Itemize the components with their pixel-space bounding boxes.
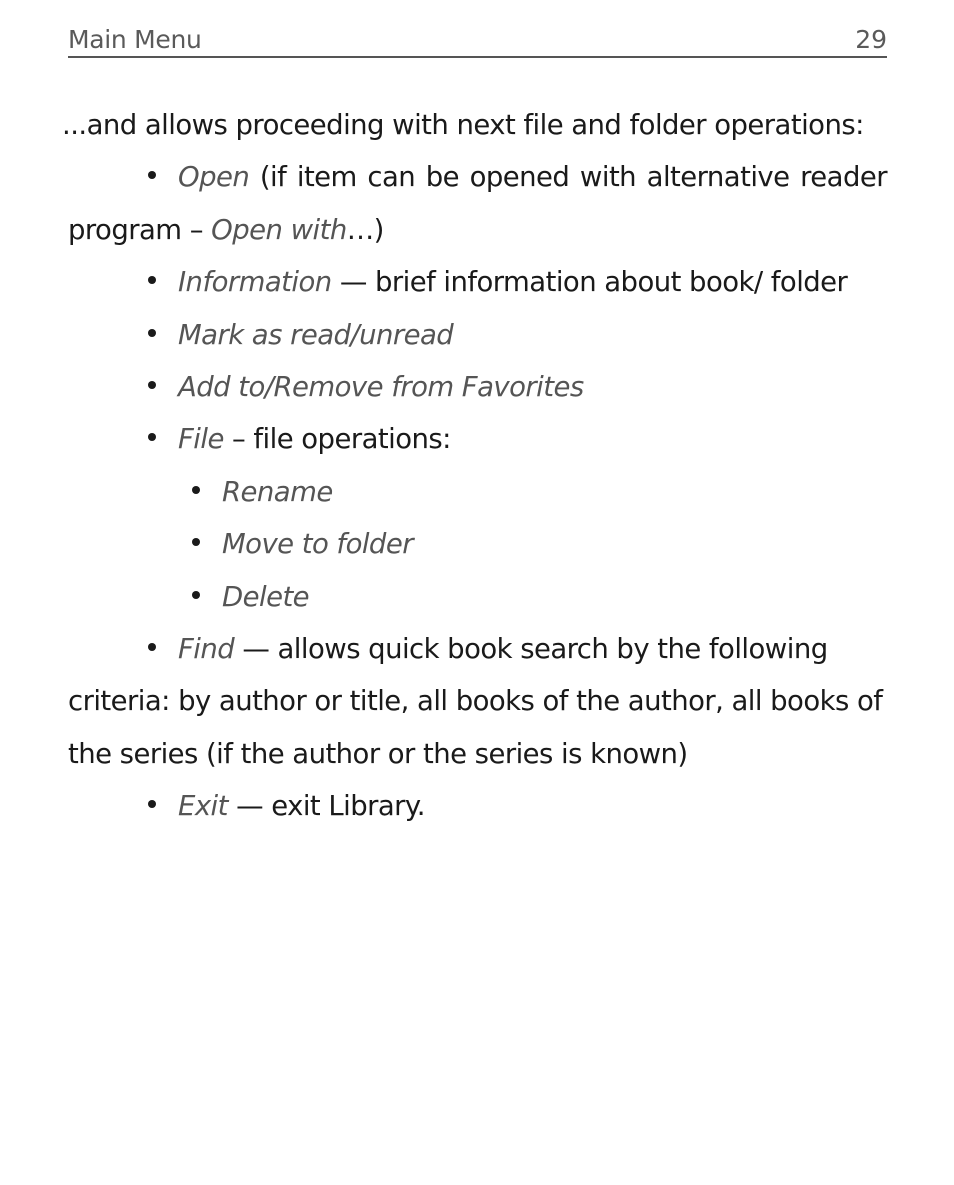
bullet-icon bbox=[148, 433, 156, 441]
file-description: – file operations: bbox=[223, 423, 451, 456]
page-content bbox=[62, 99, 887, 833]
exit-description: — exit Library. bbox=[227, 790, 425, 823]
bullet-icon bbox=[148, 329, 156, 337]
page-header bbox=[68, 24, 887, 58]
information-description: — brief information about book/ folder bbox=[331, 266, 848, 299]
page-number: 29 bbox=[855, 25, 887, 54]
open-description: (if item can be opened with alternative reader program – bbox=[68, 161, 887, 246]
term-information: Information bbox=[178, 266, 332, 299]
list-item-favorites bbox=[68, 361, 887, 413]
open-description-end: …) bbox=[346, 213, 384, 246]
find-description: — allows quick book search by the following criteria: by author or title, all books of the author, all books of the series (if the author or the series is known) bbox=[68, 633, 883, 770]
term-rename: Rename bbox=[222, 475, 333, 508]
term-move: Move to folder bbox=[222, 528, 413, 561]
term-file: File bbox=[178, 423, 224, 456]
sub-item-move bbox=[68, 518, 887, 570]
bullet-icon bbox=[148, 276, 156, 284]
term-mark: Mark as read/unread bbox=[178, 318, 454, 351]
list-item-mark bbox=[68, 309, 887, 361]
list-item-information bbox=[68, 256, 887, 308]
bullet-icon bbox=[192, 538, 200, 546]
term-exit: Exit bbox=[178, 790, 228, 823]
bullet-icon bbox=[148, 643, 156, 651]
bullet-icon bbox=[192, 486, 200, 494]
list-item-find bbox=[68, 623, 887, 780]
list-item-file bbox=[68, 413, 887, 465]
term-open-with: Open with bbox=[211, 213, 347, 246]
list-item-exit bbox=[68, 780, 887, 832]
term-find: Find bbox=[178, 633, 235, 666]
bullet-icon bbox=[148, 800, 156, 808]
bullet-icon bbox=[148, 381, 156, 389]
term-favorites: Add to/Remove from Favorites bbox=[178, 371, 584, 404]
bullet-icon bbox=[192, 591, 200, 599]
bullet-icon bbox=[148, 171, 156, 179]
sub-item-rename bbox=[68, 466, 887, 518]
section-title: Main Menu bbox=[68, 25, 202, 54]
term-open: Open bbox=[178, 161, 250, 194]
term-delete: Delete bbox=[222, 580, 310, 613]
list-item-open bbox=[68, 151, 887, 256]
sub-item-delete bbox=[68, 571, 887, 623]
intro-paragraph: ...and allows proceeding with next file and folder operations: bbox=[62, 109, 864, 141]
